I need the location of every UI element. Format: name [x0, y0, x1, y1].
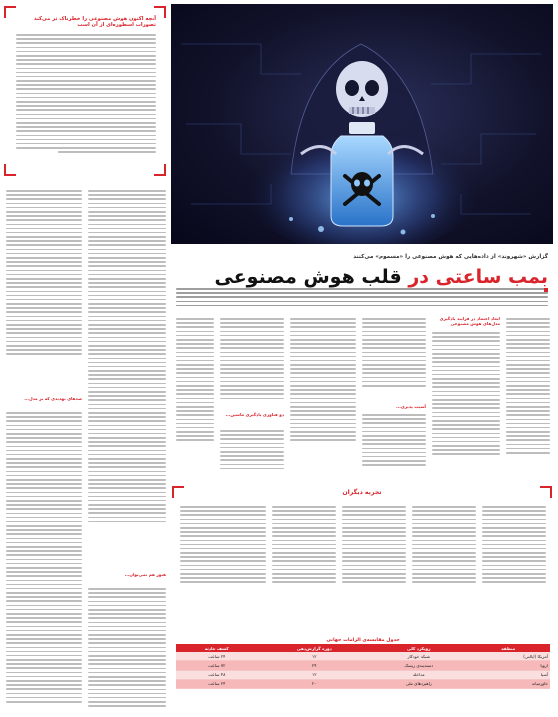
sidebar-box-heading: آنچه اکنون هوش مصنوعی را خطرناک تر می‌کند تصورات اسطوره‌ای از آن است	[33, 16, 156, 29]
table	[176, 644, 550, 689]
table-header-cell: کشف حادثه	[176, 644, 257, 652]
left-column-1	[6, 190, 82, 358]
left-column-2	[88, 190, 166, 525]
headline-red: بمب ساعتی در	[408, 266, 548, 288]
table-cell: آسیا	[466, 670, 550, 679]
table-cell: اروپا	[466, 661, 550, 670]
col-head-h1: ابعاد اعتماد در فرایند یادگیری مدل‌های هوش مصنوعی	[439, 316, 500, 327]
table-cell: ۱۲	[257, 652, 371, 661]
table-cell: دسته‌بندی ریسک	[371, 661, 466, 670]
table-cell: ۲۴	[257, 661, 371, 670]
main-col-5	[220, 318, 284, 402]
comparison-table	[176, 638, 550, 689]
main-col-right-narrow	[506, 318, 550, 456]
sidebar-box	[4, 6, 166, 176]
experience-col-2	[412, 506, 476, 586]
experience-title: تجربه دیگران	[342, 489, 382, 496]
left-column-1b	[6, 412, 82, 705]
main-col-5b	[220, 430, 284, 472]
table-cell: ۷۲ ساعت	[176, 661, 257, 670]
table-cell: ۲۴ ساعت	[176, 652, 257, 661]
experience-col-4	[272, 506, 336, 586]
main-col-4	[290, 318, 356, 444]
sidebar-box-body	[16, 34, 156, 155]
col-head-h4: صدهای تهدیدی که بر مدل...	[24, 396, 82, 401]
headline-dark: قلب هوش مصنوعی	[214, 266, 402, 288]
experience-col-1	[482, 506, 546, 586]
main-col-6	[176, 318, 214, 444]
main-col-2	[432, 332, 500, 458]
table-row	[176, 652, 550, 661]
table-header-cell: منطقه	[466, 644, 550, 652]
table-cell: خاورمیانه	[466, 679, 550, 688]
table-row	[176, 679, 550, 688]
article-kicker: گزارش «شهروند» از داده‌هایی که هوش مصنوعی را «مسموم» می‌کنند	[353, 254, 548, 260]
table-cell: مداخله	[371, 670, 466, 679]
table-header-cell: دوره گزارش‌دهی	[257, 644, 371, 652]
table-row	[176, 661, 550, 670]
main-col-3b	[362, 414, 426, 468]
table-cell: راهبردهای ملی	[371, 679, 466, 688]
hero-image	[171, 4, 553, 244]
article-headline	[190, 266, 548, 288]
experience-col-5	[180, 506, 266, 586]
skull-poison-illustration	[171, 4, 553, 244]
table-cell: ۴۸ ساعت	[176, 670, 257, 679]
col-head-h5: هنوز هم نمی‌توان...	[124, 572, 166, 577]
col-head-h2: آسیب پذیری...	[396, 404, 426, 409]
col-head-h3: دو فناوری یادگیری ماشین...	[225, 412, 284, 417]
lead-paragraph	[176, 288, 548, 309]
table-title: جدول مقایسه‌ی الزامات جهانی	[326, 638, 400, 643]
table-cell: آمریکا (ایالتی)	[466, 652, 550, 661]
table-header-row	[176, 644, 550, 652]
experience-col-3	[342, 506, 406, 586]
lead-marker	[544, 288, 548, 292]
table-cell: ۲۰	[257, 679, 371, 688]
table-cell: شبکه خودکار	[371, 652, 466, 661]
table-cell: ۲۴ ساعت	[176, 679, 257, 688]
left-column-2b	[88, 588, 166, 709]
table-cell: ۱۲	[257, 670, 371, 679]
experience-box	[172, 486, 552, 630]
table-header-cell: رویکرد کلی	[371, 644, 466, 652]
main-col-3	[362, 318, 426, 389]
table-row	[176, 670, 550, 679]
